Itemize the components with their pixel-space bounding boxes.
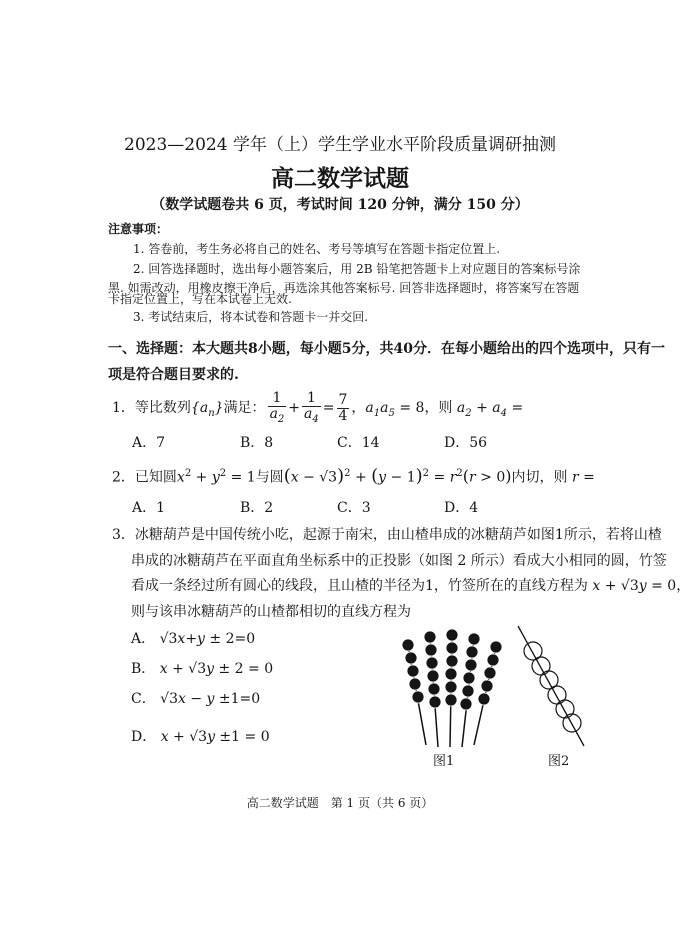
notice-item: 3. 考试结束后，将本试卷和答题卡一并交回. (133, 310, 369, 324)
option-d[interactable]: D．56 (444, 435, 488, 451)
question-number: 1． (112, 400, 135, 416)
q3-line: 串成的冰糖葫芦在平面直角坐标系中的正投影（如图 2 所示）看成大小相同的圆，竹签 (131, 553, 667, 569)
notice-item: 卡指定位置上，写在本试卷上无效. (108, 292, 292, 306)
q2-text: 与圆 (255, 469, 284, 486)
page-footer: 高二数学试题 第 1 页（共 6 页） (246, 796, 434, 810)
option-d[interactable]: D．4 (444, 500, 479, 516)
subject-title: 高二数学试题 (271, 165, 409, 192)
section-heading: 一、选择题：本大题共8小题，每小题5分，共40分．在每小题给出的四个选项中，只有一 (108, 341, 665, 357)
question-number: 3． (112, 527, 135, 543)
figure-2-caption: 图2 (548, 754, 570, 769)
q2-text: 内切，则 (511, 469, 568, 486)
option-a[interactable]: A．1 (132, 500, 166, 516)
option-b[interactable]: B． x + √3y ± 2 = 0 (131, 661, 274, 677)
q3-line-3: 看成一条经过所有圆心的线段，且山楂的半径为1，竹签所在的直线方程为 x + √3y = 0， (131, 578, 690, 594)
exam-title: 2023—2024 学年（上）学生学业水平阶段质量调研抽测 (124, 135, 556, 155)
figure-2-projection (508, 622, 598, 752)
option-a[interactable]: A．7 (132, 435, 166, 451)
notice-item: 2. 回答选择题时，选出每小题答案后，用 2B 铅笔把答题卡上对应题目的答案标号涂 (133, 262, 581, 276)
option-c[interactable]: C．3 (337, 500, 371, 516)
q3-line: 冰糖葫芦是中国传统小吃，起源于南宋，由山楂串成的冰糖葫芦如图1所示，若将山楂 (134, 527, 662, 543)
option-b[interactable]: B．2 (240, 500, 274, 516)
figure-1-caption: 图1 (433, 754, 455, 769)
section-heading-cont: 项是符合题目要求的. (108, 367, 239, 383)
question-2: 2．已知圆$x^2 + y^2 = 1$与圆$(x - √3)^2 + (y - 1)^2 = r^2(r > 0)$内切，则 r = (112, 465, 595, 487)
option-d[interactable]: D． x + √3y ±1 = 0 (131, 729, 270, 745)
option-c[interactable]: C．14 (337, 435, 380, 451)
q1-text: 等比数列 (134, 400, 191, 416)
question-number: 2． (112, 469, 135, 486)
question-1: 1．等比数列$\{a_n\}$满足： $\frac{1}{a_2}$ + $\frac{1}{a_4}$ = $\frac{7}{4}$ ，$a_1a_5 = 8$，则 $a_2 + a_4$ = (112, 390, 524, 425)
notice-item: 1. 答卷前，考生务必将自己的姓名、考号等填写在答题卡指定位置上. (133, 242, 501, 256)
q3-text: 看成一条经过所有圆心的线段，且山楂的半径为1，竹签所在的直线方程为 (131, 578, 588, 594)
notice-item: 黑. 如需改动，用橡皮擦干净后，再选涂其他答案标号. 回答非选择题时，将答案写在答题 (108, 281, 580, 295)
q2-text: 已知圆 (134, 469, 177, 486)
option-a[interactable]: A． √3x+y ± 2=0 (131, 631, 256, 647)
notice-heading: 注意事项： (108, 222, 169, 236)
option-b[interactable]: B．8 (240, 435, 274, 451)
q1-text: 满足： (223, 400, 266, 416)
q1-text: ，则 (424, 400, 453, 416)
exam-info: （数学试题卷共 6 页，考试时间 120 分钟，满分 150 分） (151, 197, 529, 213)
figure-1-tanghulu (380, 625, 520, 755)
question-3 (112, 524, 662, 544)
option-c[interactable]: C． √3x − y ±1=0 (131, 691, 261, 707)
q3-line: 则与该串冰糖葫芦的山楂都相切的直线方程为 (131, 604, 411, 620)
